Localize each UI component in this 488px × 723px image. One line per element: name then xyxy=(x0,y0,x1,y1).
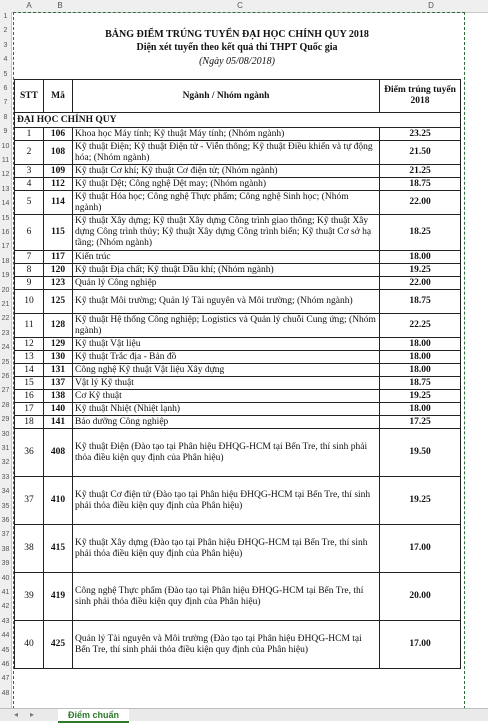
ma-cell[interactable]: 129 xyxy=(44,338,73,351)
diem-cell[interactable]: 19.25 xyxy=(380,390,461,403)
diem-cell[interactable]: 23.25 xyxy=(380,128,461,141)
diem-cell[interactable]: 17.25 xyxy=(380,416,461,429)
table-row xyxy=(15,277,461,290)
diem-cell[interactable]: 21.50 xyxy=(380,141,461,165)
table-row xyxy=(15,215,461,251)
stt-cell[interactable]: 11 xyxy=(15,314,44,338)
row-number[interactable]: 9 xyxy=(3,128,8,136)
stt-cell[interactable]: 17 xyxy=(15,403,44,416)
nganh-cell[interactable]: Quản lý Công nghiệp xyxy=(73,277,380,290)
sheet-tab-bar xyxy=(0,708,488,721)
stt-cell[interactable]: 37 xyxy=(15,477,44,525)
table-row xyxy=(15,477,461,525)
nganh-cell[interactable]: Kỹ thuật Hóa học; Công nghệ Thực phẩm; Công nghệ Sinh học; (Nhóm ngành) xyxy=(73,191,380,215)
ma-cell[interactable]: 415 xyxy=(44,525,73,573)
ma-cell[interactable]: 109 xyxy=(44,165,73,178)
diem-cell[interactable]: 18.25 xyxy=(380,215,461,251)
row-number[interactable]: 6 xyxy=(3,85,8,92)
nganh-cell[interactable]: Kiến trúc xyxy=(73,251,380,264)
diem-cell[interactable]: 19.25 xyxy=(380,477,461,525)
ma-cell[interactable]: 138 xyxy=(44,390,73,403)
row-number[interactable]: 47 xyxy=(1,675,10,683)
row-number[interactable]: 1 xyxy=(3,13,8,20)
row-number[interactable]: 25 xyxy=(1,358,10,366)
nganh-cell[interactable]: Công nghệ Thực phẩm (Đào tạo tại Phân hiệu ĐHQG-HCM tại Bến Tre, thí sinh phải thỏa điều kiện quy định của Phân hiệu) xyxy=(73,573,380,621)
stt-cell[interactable]: 1 xyxy=(15,128,44,141)
table-row xyxy=(15,403,461,416)
row-number[interactable]: 8 xyxy=(3,113,8,121)
diem-cell[interactable]: 17.00 xyxy=(380,621,461,669)
stt-cell[interactable]: 10 xyxy=(15,290,44,314)
admission-score-table xyxy=(14,79,461,669)
stt-cell[interactable]: 40 xyxy=(15,621,44,669)
table-row xyxy=(15,429,461,477)
ma-cell[interactable]: 410 xyxy=(44,477,73,525)
diem-cell[interactable]: 18.00 xyxy=(380,351,461,364)
row-number[interactable]: 30 xyxy=(1,430,10,438)
row-number[interactable]: 19 xyxy=(1,272,10,280)
ma-cell[interactable]: 131 xyxy=(44,364,73,377)
row-number[interactable]: 33 xyxy=(1,473,10,481)
row-number[interactable]: 10 xyxy=(1,142,10,150)
table-row xyxy=(15,573,461,621)
column-header-c[interactable]: C xyxy=(237,1,243,10)
ma-cell[interactable]: 140 xyxy=(44,403,73,416)
row-number[interactable]: 38 xyxy=(1,545,10,553)
sheet-tab-diem-chuan[interactable]: Điểm chuẩn xyxy=(58,709,129,723)
nganh-cell[interactable]: Kỹ thuật Điện (Đào tạo tại Phân hiệu ĐHQG-HCM tại Bến Tre, thí sinh phải thỏa điều kiện quy định của Phân hiệu) xyxy=(73,429,380,477)
row-number[interactable]: 42 xyxy=(1,603,10,611)
row-number[interactable]: 37 xyxy=(1,531,10,539)
table-row xyxy=(15,525,461,573)
row-number[interactable]: 5 xyxy=(3,70,8,78)
section-label[interactable]: ĐẠI HỌC CHÍNH QUY xyxy=(15,113,461,128)
sheet-subtitle: Diện xét tuyển theo kết quả thi THPT Quốc gia xyxy=(136,42,338,53)
nganh-cell[interactable]: Kỹ thuật Xây dựng; Kỹ thuật Xây dựng Công trình giao thông; Kỹ thuật Xây dựng Công trình thủy; Kỹ thuật Xây dựng Công trình biển; Kỹ thuật Cơ sở hạ tầng; (Nhóm ngành) xyxy=(73,215,380,251)
row-number[interactable]: 12 xyxy=(1,171,10,179)
diem-cell[interactable]: 18.00 xyxy=(380,338,461,351)
stt-cell[interactable]: 2 xyxy=(15,141,44,165)
nganh-cell[interactable]: Kỹ thuật Dệt; Công nghệ Dệt may; (Nhóm ngành) xyxy=(73,178,380,191)
diem-cell[interactable]: 18.00 xyxy=(380,251,461,264)
row-number[interactable]: 20 xyxy=(1,286,10,294)
table-header-row xyxy=(15,80,461,113)
table-row xyxy=(15,191,461,215)
stt-cell[interactable]: 14 xyxy=(15,364,44,377)
row-number[interactable]: 21 xyxy=(1,301,10,308)
nganh-cell[interactable]: Vật lý Kỹ thuật xyxy=(73,377,380,390)
diem-cell[interactable]: 19.50 xyxy=(380,429,461,477)
stt-cell[interactable]: 6 xyxy=(15,215,44,251)
row-number[interactable]: 15 xyxy=(1,214,10,222)
row-number[interactable]: 16 xyxy=(1,229,10,236)
ma-cell[interactable]: 114 xyxy=(44,191,73,215)
row-number[interactable]: 13 xyxy=(1,185,10,193)
stt-cell[interactable]: 16 xyxy=(15,390,44,403)
nganh-cell[interactable]: Cơ Kỹ thuật xyxy=(73,390,380,403)
column-header-a[interactable]: A xyxy=(26,1,32,10)
diem-cell[interactable]: 18.75 xyxy=(380,377,461,390)
row-number[interactable]: 40 xyxy=(1,574,10,582)
table-row xyxy=(15,377,461,390)
tab-nav-left-icon[interactable]: ◂ xyxy=(14,710,19,719)
ma-cell[interactable]: 120 xyxy=(44,264,73,277)
ma-cell[interactable]: 137 xyxy=(44,377,73,390)
nganh-cell[interactable]: Kỹ thuật Hệ thống Công nghiệp; Logistics và Quản lý chuỗi Cung ứng; (Nhóm ngành) xyxy=(73,314,380,338)
row-number[interactable]: 4 xyxy=(3,56,8,64)
stt-cell[interactable]: 12 xyxy=(15,338,44,351)
ma-cell[interactable]: 425 xyxy=(44,621,73,669)
header-nganh[interactable]: Ngành / Nhóm ngành xyxy=(73,80,380,113)
stt-cell[interactable]: 9 xyxy=(15,277,44,290)
row-number[interactable]: 24 xyxy=(1,344,10,352)
stt-cell[interactable]: 18 xyxy=(15,416,44,429)
column-header-d[interactable]: D xyxy=(428,1,434,10)
ma-cell[interactable]: 128 xyxy=(44,314,73,338)
ma-cell[interactable]: 419 xyxy=(44,573,73,621)
stt-cell[interactable]: 8 xyxy=(15,264,44,277)
table-row xyxy=(15,141,461,165)
stt-cell[interactable]: 38 xyxy=(15,525,44,573)
diem-cell[interactable]: 19.25 xyxy=(380,264,461,277)
diem-cell[interactable]: 18.00 xyxy=(380,364,461,377)
row-number[interactable]: 44 xyxy=(1,632,10,640)
nganh-cell[interactable]: Kỹ thuật Xây dựng (Đào tạo tại Phân hiệu ĐHQG-HCM tại Bến Tre, thí sinh phải thỏa điều kiện quy định của Phân hiệu) xyxy=(73,525,380,573)
header-ma[interactable]: Mã xyxy=(44,80,73,113)
row-number[interactable]: 31 xyxy=(1,445,10,452)
diem-cell[interactable]: 20.00 xyxy=(380,573,461,621)
row-number[interactable]: 41 xyxy=(1,589,10,596)
nganh-cell[interactable]: Khoa học Máy tính; Kỹ thuật Máy tính; (Nhóm ngành) xyxy=(73,128,380,141)
table-row xyxy=(15,338,461,351)
table-row xyxy=(15,351,461,364)
row-number[interactable]: 2 xyxy=(3,27,8,35)
nganh-cell[interactable]: Công nghệ Kỹ thuật Vật liệu Xây dựng xyxy=(73,364,380,377)
table-row xyxy=(15,364,461,377)
table-row xyxy=(15,128,461,141)
row-number[interactable]: 3 xyxy=(3,41,8,49)
row-number[interactable]: 23 xyxy=(1,329,10,337)
table-row xyxy=(15,290,461,314)
diem-cell[interactable]: 17.00 xyxy=(380,525,461,573)
nganh-cell[interactable]: Kỹ thuật Điện; Kỹ thuật Điện tử - Viễn thông; Kỹ thuật Điều khiển và tự động hóa; (Nhóm ngành) xyxy=(73,141,380,165)
row-number[interactable]: 28 xyxy=(1,401,10,409)
table-row xyxy=(15,390,461,403)
section-row xyxy=(15,113,461,128)
row-number[interactable]: 43 xyxy=(1,617,10,625)
row-number[interactable]: 18 xyxy=(1,257,10,265)
ma-cell[interactable]: 125 xyxy=(44,290,73,314)
diem-cell[interactable]: 22.00 xyxy=(380,191,461,215)
row-header-bar xyxy=(0,12,12,708)
row-number[interactable]: 46 xyxy=(1,661,10,668)
row-number[interactable]: 17 xyxy=(1,243,10,251)
stt-cell[interactable]: 15 xyxy=(15,377,44,390)
diem-cell[interactable]: 22.00 xyxy=(380,277,461,290)
ma-cell[interactable]: 112 xyxy=(44,178,73,191)
table-row xyxy=(15,416,461,429)
row-number[interactable]: 7 xyxy=(3,99,8,107)
stt-cell[interactable]: 7 xyxy=(15,251,44,264)
ma-cell[interactable]: 408 xyxy=(44,429,73,477)
table-row xyxy=(15,178,461,191)
nganh-cell[interactable]: Bảo dưỡng Công nghiệp xyxy=(73,416,380,429)
ma-cell[interactable]: 115 xyxy=(44,215,73,251)
row-number[interactable]: 45 xyxy=(1,646,10,654)
row-number[interactable]: 26 xyxy=(1,373,10,380)
table-row xyxy=(15,165,461,178)
nganh-cell[interactable]: Kỹ thuật Địa chất; Kỹ thuật Dầu khí; (Nhóm ngành) xyxy=(73,264,380,277)
sheet-date: (Ngày 05/08/2018) xyxy=(199,56,275,67)
row-number[interactable]: 11 xyxy=(1,157,10,164)
tab-nav-right-icon[interactable]: ▸ xyxy=(30,710,35,719)
row-number[interactable]: 29 xyxy=(1,416,10,424)
sheet-title: BẢNG ĐIỂM TRÚNG TUYỂN ĐẠI HỌC CHÍNH QUY 2018 xyxy=(105,29,369,40)
nganh-cell[interactable]: Kỹ thuật Vật liệu xyxy=(73,338,380,351)
row-number[interactable]: 32 xyxy=(1,459,10,467)
ma-cell[interactable]: 130 xyxy=(44,351,73,364)
table-row xyxy=(15,314,461,338)
nganh-cell[interactable]: Kỹ thuật Cơ khí; Kỹ thuật Cơ điện tử; (Nhóm ngành) xyxy=(73,165,380,178)
ma-cell[interactable]: 108 xyxy=(44,141,73,165)
row-number[interactable]: 36 xyxy=(1,517,10,524)
nganh-cell[interactable]: Kỹ thuật Nhiệt (Nhiệt lạnh) xyxy=(73,403,380,416)
row-number[interactable]: 14 xyxy=(1,200,10,208)
header-stt[interactable]: STT xyxy=(15,80,44,113)
table-row xyxy=(15,264,461,277)
stt-cell[interactable]: 4 xyxy=(15,178,44,191)
column-header-b[interactable]: B xyxy=(57,1,63,10)
diem-cell[interactable]: 18.00 xyxy=(380,403,461,416)
ma-cell[interactable]: 123 xyxy=(44,277,73,290)
row-number[interactable]: 48 xyxy=(1,689,10,697)
diem-cell[interactable]: 18.75 xyxy=(380,178,461,191)
row-number[interactable]: 39 xyxy=(1,560,10,568)
stt-cell[interactable]: 36 xyxy=(15,429,44,477)
nganh-cell[interactable]: Kỹ thuật Môi trường; Quản lý Tài nguyên và Môi trường; (Nhóm ngành) xyxy=(73,290,380,314)
ma-cell[interactable]: 117 xyxy=(44,251,73,264)
diem-cell[interactable]: 21.25 xyxy=(380,165,461,178)
stt-cell[interactable]: 3 xyxy=(15,165,44,178)
stt-cell[interactable]: 39 xyxy=(15,573,44,621)
table-row xyxy=(15,621,461,669)
nganh-cell[interactable]: Kỹ thuật Cơ điện tử (Đào tạo tại Phân hiệu ĐHQG-HCM tại Bến Tre, thí sinh phải thỏa điều kiện quy định của Phân hiệu) xyxy=(73,477,380,525)
row-number[interactable]: 35 xyxy=(1,502,10,510)
diem-cell[interactable]: 18.75 xyxy=(380,290,461,314)
row-number[interactable]: 22 xyxy=(1,315,10,323)
stt-cell[interactable]: 5 xyxy=(15,191,44,215)
nganh-cell[interactable]: Quản lý Tài nguyên và Môi trường (Đào tạo tại Phân hiệu ĐHQG-HCM tại Bến Tre, thí sinh phải thỏa điều kiện quy định của Phân hiệu) xyxy=(73,621,380,669)
stt-cell[interactable]: 13 xyxy=(15,351,44,364)
ma-cell[interactable]: 141 xyxy=(44,416,73,429)
ma-cell[interactable]: 106 xyxy=(44,128,73,141)
header-diem[interactable]: Điểm trúng tuyển 2018 xyxy=(380,80,461,113)
nganh-cell[interactable]: Kỹ thuật Trắc địa - Bản đồ xyxy=(73,351,380,364)
row-number[interactable]: 34 xyxy=(1,488,10,496)
row-number[interactable]: 27 xyxy=(1,387,10,395)
table-row xyxy=(15,251,461,264)
diem-cell[interactable]: 22.25 xyxy=(380,314,461,338)
